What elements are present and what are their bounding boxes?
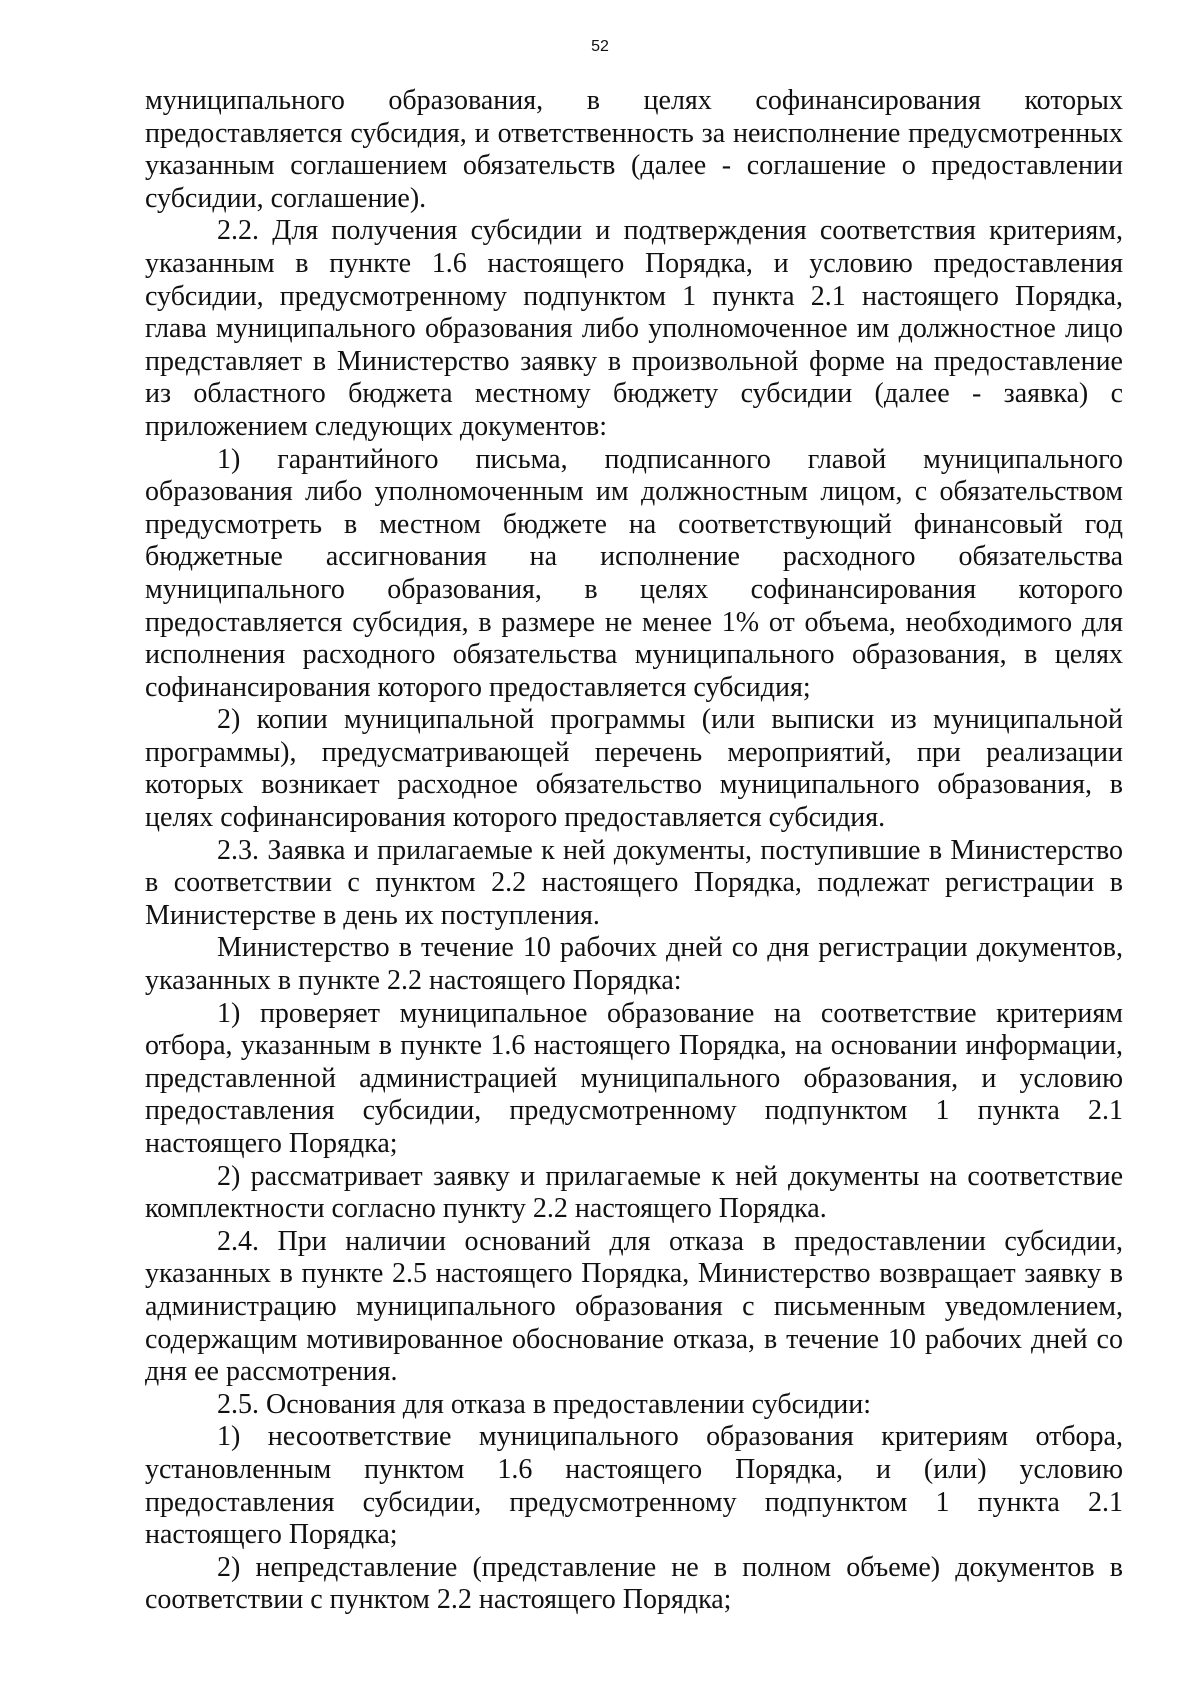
paragraph-2-2-item-1: 1) гарантийного письма, подписанного главой муниципального образования либо уполномоченным им должностным лицом, с обязательством предусмотреть в местном бюджете на соответствующий финансовый год бюджетные ассигнования на исполнение расходного обязательства муниципального образования, в целях софинансирования которого предоставляется субсидия, в размере не менее 1% от объема, необходимого для исполнения расходного обязательства муниципального образования, в целях софинансирования которого предоставляется субсидия;	[145, 443, 1123, 703]
paragraph-review-item-1: 1) проверяет муниципальное образование на соответствие критериям отбора, указанным в пункте 1.6 настоящего Порядка, на основании информации, представленной администрацией муниципального образования, и условию предоставления субсидии, предусмотренному подпунктом 1 пункта 2.1 настоящего Порядка;	[145, 997, 1123, 1159]
paragraph-review-item-2: 2) рассматривает заявку и прилагаемые к ней документы на соответствие комплектности согласно пункту 2.2 настоящего Порядка.	[145, 1160, 1123, 1225]
page-number: 52	[591, 38, 609, 55]
paragraph-2-5-item-2: 2) непредставление (представление не в полном объеме) документов в соответствии с пунктом 2.2 настоящего Порядка;	[145, 1551, 1123, 1616]
paragraph-2-4: 2.4. При наличии оснований для отказа в предоставлении субсидии, указанных в пункте 2.5 настоящего Порядка, Министерство возвращает заявку в администрацию муниципального образования с письменным уведомлением, содержащим мотивированное обоснование отказа, в течение 10 рабочих дней со дня ее рассмотрения.	[145, 1225, 1123, 1388]
paragraph-2-3: 2.3. Заявка и прилагаемые к ней документы, поступившие в Министерство в соответствии с пунктом 2.2 настоящего Порядка, подлежат регистрации в Министерстве в день их поступления.	[145, 834, 1123, 931]
paragraph-2-2: 2.2. Для получения субсидии и подтверждения соответствия критериям, указанным в пункте 1.6 настоящего Порядка, и условию предоставления субсидии, предусмотренному подпунктом 1 пункта 2.1 настоящего Порядка, глава муниципального образования либо уполномоченное им должностное лицо представляет в Министерство заявку в произвольной форме на предоставление из областного бюджета местному бюджету субсидии (далее - заявка) с приложением следующих документов:	[145, 215, 1123, 442]
document-body	[145, 85, 1123, 1617]
paragraph-continuation: муниципального образования, в целях софинансирования которых предоставляется субсидия, и ответственность за неисполнение предусмотренных указанным соглашением обязательств (далее - соглашение о предоставлении субсидии, соглашение).	[145, 85, 1123, 214]
paragraph-2-2-item-2: 2) копии муниципальной программы (или выписки из муниципальной программы), предусматривающей перечень мероприятий, при реализации которых возникает расходное обязательство муниципального образования, в целях софинансирования которого предоставляется субсидия.	[145, 704, 1123, 834]
paragraph-2-5: 2.5. Основания для отказа в предоставлении субсидии:	[217, 1388, 872, 1420]
paragraph-2-5-item-1: 1) несоответствие муниципального образования критериям отбора, установленным пунктом 1.6 настоящего Порядка, и (или) условию предоставления субсидии, предусмотренному подпунктом 1 пункта 2.1 настоящего Порядка;	[145, 1421, 1123, 1551]
paragraph-ministry-review: Министерство в течение 10 рабочих дней со дня регистрации документов, указанных в пункте 2.2 настоящего Порядка:	[145, 932, 1123, 997]
